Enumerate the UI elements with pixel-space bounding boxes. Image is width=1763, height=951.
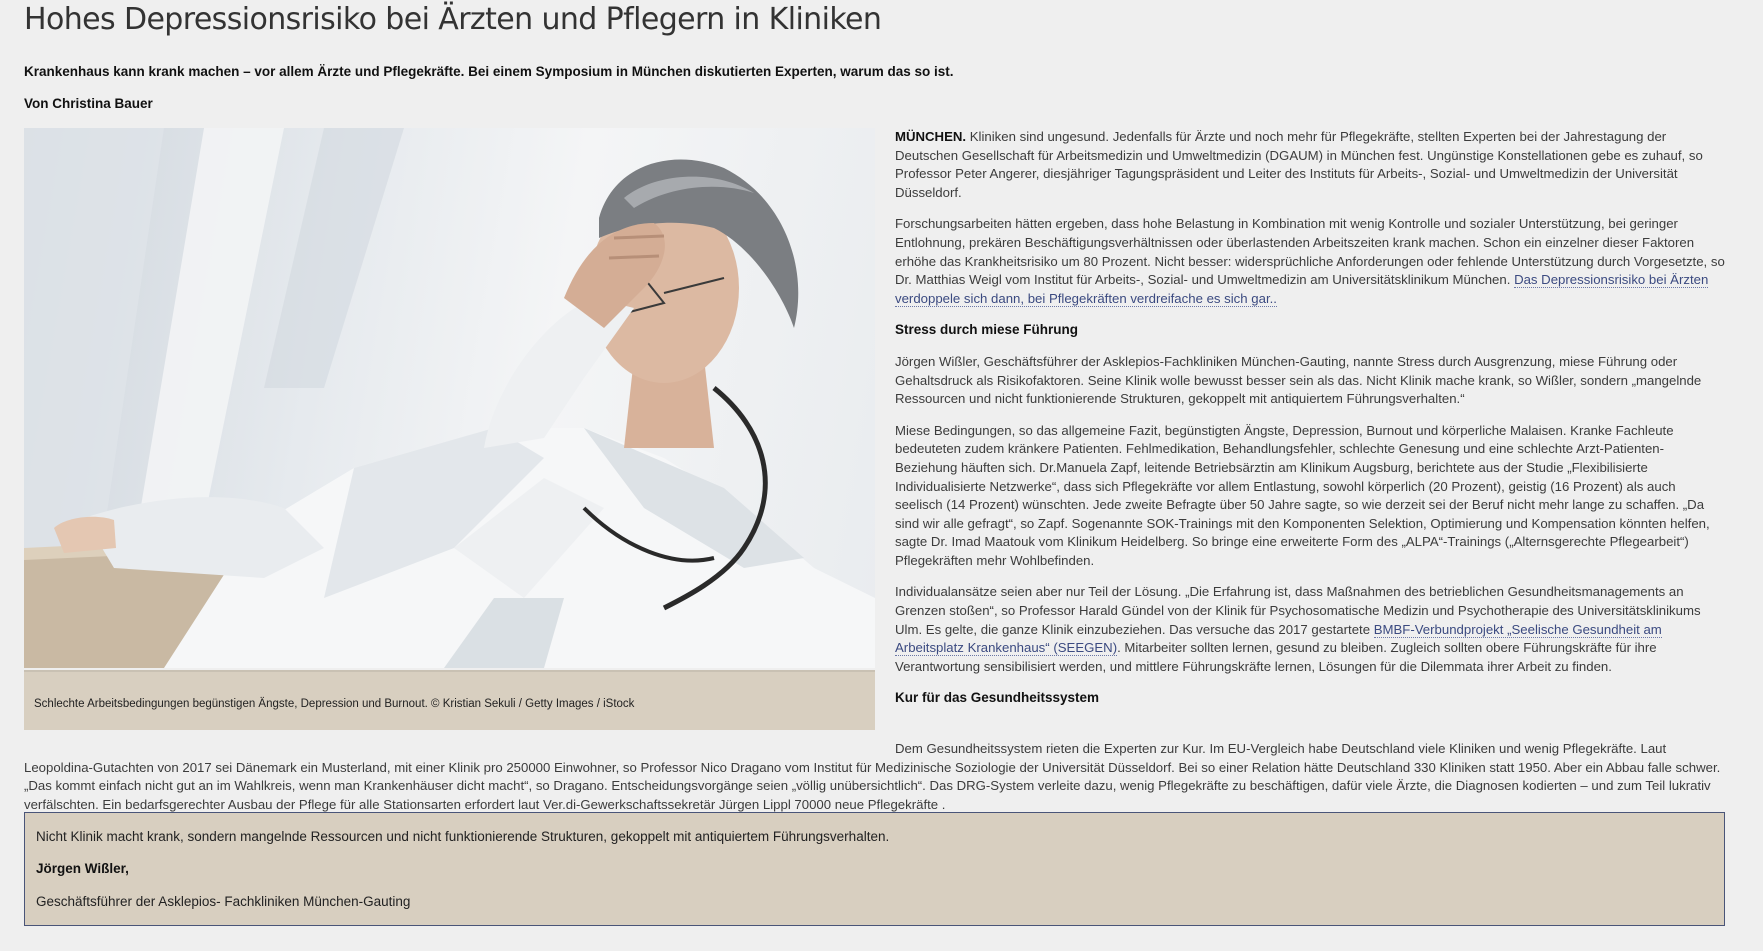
seegen-project-link[interactable]: BMBF-Verbundprojekt „Seelische Gesundheit am Arbeitsplatz Krankenhaus“ (SEEGEN) bbox=[895, 621, 1662, 656]
subheading-stress: Stress durch miese Führung bbox=[895, 322, 1079, 338]
article-figure bbox=[24, 128, 875, 728]
paragraph-3: Jörgen Wißler, Geschäftsführer der Asklepios-Fachkliniken München-Gauting, nannte Stress durch Ausgrenzung, miese Führung oder Gehaltsdruck als Risikofaktoren. Seine Klinik wolle bewusst besser sein als das. Nicht Klinik mache krank, so Wißler, sondern „mangelnde Ressourcen und nicht funktionierende Strukturen, gekoppelt mit antiquiertem Führungsverhalten.“ bbox=[895, 353, 1702, 407]
paragraph-1 bbox=[895, 128, 1725, 202]
quote-box bbox=[24, 812, 1725, 926]
quote-author-role: Geschäftsführer der Asklepios- Fachkliniken München-Gauting bbox=[36, 894, 411, 909]
doctor-photo-illustration bbox=[24, 128, 875, 668]
article-byline: Von Christina Bauer bbox=[24, 96, 153, 111]
paragraph-5-text-b: . Mitarbeiter sollten lernen, gesund zu bleiben. Zugleich sollten obere Führungskräfte für ihre Verantwortung sensibilisiert werden, und mittlere Führungskräfte lernen, Lösungen für die Dilemmata ihrer Arbeit zu finden. bbox=[895, 640, 1657, 674]
article-lead: Krankenhaus kann krank machen – vor allem Ärzte und Pflegekräfte. Bei einem Symposium in München diskutierten Experten, warum das so ist. bbox=[24, 64, 954, 79]
depression-risk-link[interactable]: Das Depressionsrisiko bei Ärzten verdoppele sich dann, bei Pflegekräften verdreifache es sich gar.. bbox=[895, 272, 1709, 306]
paragraph-5 bbox=[895, 583, 1725, 676]
dateline: MÜNCHEN. bbox=[895, 129, 967, 144]
article-headline: Hohes Depressionsrisiko bei Ärzten und Pflegern in Kliniken bbox=[24, 2, 882, 37]
paragraph-1-text: Kliniken sind ungesund. Jedenfalls für Ärzte und noch mehr für Pflegekräfte, stellten Experten bei der Jahrestagung der Deutschen Gesellschaft für Arbeitsmedizin und Umweltmedizin (DGAUM) in München fest. Ungünstige Konstellationen gebe es zuhauf, so Professor Peter Angerer, diesjähriger Tagungspräsident und Leiter des Instituts für Arbeits-, Sozial- und Umweltmedizin der Universität Düsseldorf. bbox=[895, 129, 1703, 200]
quote-author: Jörgen Wißler, bbox=[36, 861, 129, 876]
paragraph-4: Miese Bedingungen, so das allgemeine Fazit, begünstigten Ängste, Depression, Burnout und körperliche Malaisen. Kranke Fachleute bedeuteten zudem kränkere Patienten. Fehlmedikation, Behandlungsfehler, schlechte Genesung und eine schlechte Arzt-Patienten-Beziehung häuften sich. Dr.Manuela Zapf, leitende Betriebsärztin am Klinikum Augsburg, berichtete aus der Studie „Flexibilisierte Individualisierte Netzwerke“, dass sich Pflegekräfte vor allem Entlastung, sowohl körperlich (20 Prozent), geistig (16 Prozent) als auch seelisch (14 Prozent) wünschten. Jede zweite Befragte über 50 Jahre sagte, so wie derzeit sei der Beruf nicht mehr lange zu schaffen. „Da sind wir alle gefragt“, so Zapf. Sogenannte SOK-Trainings mit den Komponenten Selektion, Optimierung und Kompensation könnten helfen, sagte Dr. Imad Maatouk vom Klinikum Heidelberg. So bringe eine erweiterte Form des „ALPA“-Trainings („Alternsgerechte Pflegearbeit“) Pflegekräften mehr Wohlbefinden. bbox=[895, 422, 1710, 568]
article-photo bbox=[24, 128, 875, 668]
paragraph-5-text-a: Individualansätze seien aber nur Teil der Lösung. „Die Erfahrung ist, dass Maßnahmen des betrieblichen Gesundheitsmanagements an Grenzen stoßen“, so Professor Harald Gündel von der Klinik für Psychosomatische Medizin und Psychotherapie des Universitätsklinikums Ulm. Es gelte, die ganze Klinik einzubeziehen. Das versuche das 2017 gestartete bbox=[895, 584, 1701, 637]
article-body-column bbox=[895, 128, 1725, 721]
paragraph-2 bbox=[895, 215, 1725, 308]
quote-text: Nicht Klinik macht krank, sondern mangelnde Ressourcen und nicht funktionierende Strukturen, gekoppelt mit antiquiertem Führungsverhalten. bbox=[36, 829, 890, 844]
paragraph-6: Dem Gesundheitssystem rieten die Experten zur Kur. Im EU-Vergleich habe Deutschland viele Kliniken und wenig Pflegekräfte. Laut Leopoldina-Gutachten von 2017 sei Dänemark ein Musterland, mit einer Klinik pro 250000 Einwohner, so Professor Nico Dragano vom Institut für Medizinische Soziologie der Universität Düsseldorf. Bei so einer Relation hätte Deutschland 330 Kliniken statt 1950. Aber ein Abbau falle schwer. „Das kommt einfach nicht gut an im Wahlkreis, wenn man Krankenhäuser dicht macht“, so Dragano. Entscheidungsvorgänge seien „völlig unübersichtlich“. Das DRG-System verleite dazu, wenig Pflegekräfte zu beschäftigen, dafür viele Ärzte, die Diagnosen kodierten – und zum Teil lukrativ verfälschten. Ein bedarfsgerechter Ausbau der Pflege für alle Stationsarten erfordert laut Ver.di-Gewerkschaftssekretär Jürgen Lippl 70000 neue Pflegekräfte . bbox=[24, 741, 1721, 812]
image-caption: Schlechte Arbeitsbedingungen begünstigen Ängste, Depression und Burnout. © Kristian Sekuli / Getty Images / iStock bbox=[34, 698, 635, 710]
paragraph-2-text: Forschungsarbeiten hätten ergeben, dass hohe Belastung in Kombination mit wenig Kontrolle und sozialer Unterstützung, bei geringer Entlohnung, prekären Beschäftigungsverhältnissen oder überlastenden Arbeitszeiten krank machen. Schon ein einzelner dieser Faktoren erhöhe das Krankheitsrisiko um 80 Prozent. Nicht besser: widersprüchliche Anforderungen oder fehlende Unterstützung durch Vorgesetzte, so Dr. Matthias Weigl vom Institut für Arbeits-, Sozial- und Umweltmedizin am Universitätsklinikum München. bbox=[895, 216, 1725, 288]
subheading-kur: Kur für das Gesundheitssystem bbox=[895, 690, 1100, 706]
image-caption-box bbox=[24, 670, 875, 730]
